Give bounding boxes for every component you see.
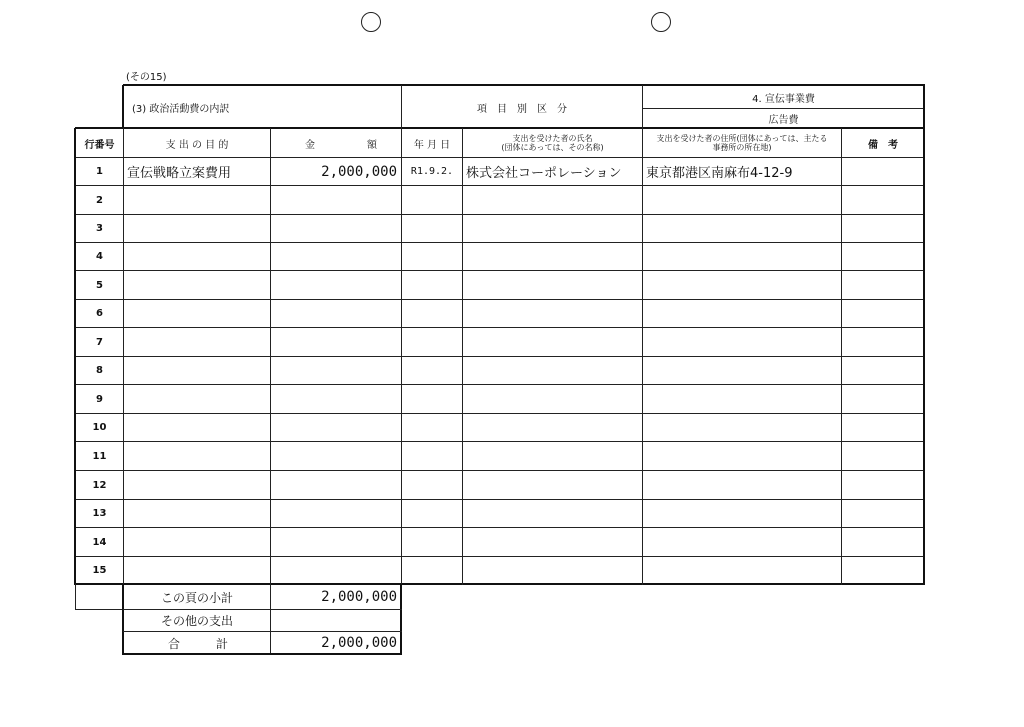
row-number: 8 bbox=[96, 365, 103, 376]
address-cell: 東京都港区南麻布4-12-9 bbox=[646, 166, 793, 181]
category-label: 項 目 別 区 分 bbox=[477, 103, 567, 115]
address-cell bbox=[643, 215, 841, 242]
row-number: 11 bbox=[92, 450, 107, 462]
purpose-cell bbox=[124, 186, 270, 214]
row-number: 15 bbox=[92, 565, 107, 576]
address-cell bbox=[643, 243, 841, 270]
grand-total-label-a: 合 bbox=[168, 636, 181, 651]
amount-cell bbox=[271, 271, 401, 299]
purpose-cell bbox=[124, 414, 270, 441]
purpose-cell bbox=[124, 500, 270, 527]
date-cell bbox=[402, 357, 462, 384]
address-cell bbox=[643, 414, 841, 441]
purpose-cell bbox=[124, 528, 270, 556]
punch-hole-left bbox=[361, 12, 381, 32]
page-subtotal-label: この頁の小計 bbox=[160, 590, 233, 605]
row-number: 1 bbox=[96, 166, 103, 177]
column-line bbox=[923, 128, 925, 585]
address-cell bbox=[643, 500, 841, 527]
recipient-cell bbox=[463, 243, 642, 270]
remarks-cell bbox=[842, 328, 924, 356]
amount-cell bbox=[271, 357, 401, 384]
amount-cell bbox=[271, 557, 401, 584]
date-cell bbox=[402, 243, 462, 270]
row-number: 14 bbox=[92, 536, 107, 548]
amount-cell bbox=[271, 186, 401, 214]
remarks-cell bbox=[842, 357, 924, 384]
row-number: 3 bbox=[96, 223, 103, 234]
col-header-address bbox=[643, 129, 841, 157]
totals-left-blank-bottom bbox=[75, 609, 124, 610]
recipient-cell bbox=[463, 500, 642, 527]
row-number: 10 bbox=[92, 422, 107, 433]
column-line bbox=[401, 128, 402, 585]
recipient-cell bbox=[463, 471, 642, 499]
row-number: 9 bbox=[96, 393, 103, 405]
recipient-cell: 株式会社コーポレーション bbox=[466, 166, 622, 181]
col-header-recipient-line1: 支出を受けた者の氏名 bbox=[512, 133, 593, 143]
purpose-cell bbox=[124, 243, 270, 270]
amount-cell bbox=[271, 300, 401, 327]
category-value: 4. 宣伝事業費 bbox=[752, 93, 815, 105]
remarks-cell bbox=[842, 215, 924, 242]
address-cell bbox=[643, 442, 841, 470]
col-header-row-no: 行番号 bbox=[84, 139, 115, 151]
purpose-cell bbox=[124, 442, 270, 470]
remarks-cell bbox=[842, 500, 924, 527]
amount-cell bbox=[271, 442, 401, 470]
date-cell bbox=[402, 414, 462, 441]
amount-cell bbox=[271, 385, 401, 413]
grand-total-label bbox=[124, 632, 270, 654]
date-cell bbox=[402, 385, 462, 413]
col-header-recipient-line2: (団体にあっては、その名称) bbox=[501, 143, 604, 152]
column-line bbox=[841, 128, 842, 585]
purpose-cell bbox=[124, 328, 270, 356]
recipient-cell bbox=[463, 414, 642, 441]
punch-hole-right bbox=[651, 12, 671, 32]
row-number: 5 bbox=[96, 279, 103, 291]
row-number: 13 bbox=[92, 508, 107, 519]
purpose-cell bbox=[124, 385, 270, 413]
amount-cell bbox=[271, 414, 401, 441]
column-line bbox=[270, 128, 271, 585]
address-cell bbox=[643, 300, 841, 327]
amount-cell bbox=[271, 243, 401, 270]
grand-total-label-b: 計 bbox=[215, 636, 228, 651]
totals-left-blank-border bbox=[75, 584, 76, 610]
col-header-purpose: 支 出 の 目 的 bbox=[165, 139, 229, 151]
date-cell bbox=[402, 328, 462, 356]
col-header-amount-a: 金 bbox=[305, 139, 315, 151]
remarks-cell bbox=[842, 271, 924, 299]
other-expenses-label: その他の支出 bbox=[160, 614, 233, 628]
date-cell bbox=[402, 557, 462, 584]
remarks-cell bbox=[842, 414, 924, 441]
address-cell bbox=[643, 328, 841, 356]
col-header-amount-b: 額 bbox=[367, 139, 377, 151]
column-line bbox=[74, 128, 76, 585]
recipient-cell bbox=[463, 357, 642, 384]
purpose-cell bbox=[124, 557, 270, 584]
date-cell bbox=[402, 271, 462, 299]
recipient-cell bbox=[463, 271, 642, 299]
column-line bbox=[462, 128, 463, 585]
date-cell bbox=[402, 215, 462, 242]
date-cell bbox=[402, 500, 462, 527]
row-number: 6 bbox=[96, 308, 103, 319]
purpose-cell bbox=[124, 271, 270, 299]
remarks-cell bbox=[842, 300, 924, 327]
other-expenses-value bbox=[271, 610, 401, 631]
date-cell bbox=[402, 471, 462, 499]
col-header-amount bbox=[271, 129, 401, 157]
row-number: 4 bbox=[96, 251, 103, 262]
col-header-recipient bbox=[463, 129, 642, 157]
date-cell: R1.9.2. bbox=[410, 166, 454, 177]
recipient-cell bbox=[463, 300, 642, 327]
column-line bbox=[123, 128, 124, 585]
row-number: 7 bbox=[96, 336, 103, 348]
col-header-date: 年 月 日 bbox=[413, 139, 451, 151]
grand-total-value: 2,000,000 bbox=[321, 635, 397, 651]
col-header-remarks: 備 考 bbox=[868, 139, 898, 151]
remarks-cell bbox=[842, 442, 924, 470]
address-cell bbox=[643, 557, 841, 584]
recipient-cell bbox=[463, 328, 642, 356]
recipient-cell bbox=[463, 186, 642, 214]
remarks-cell bbox=[842, 186, 924, 214]
date-cell bbox=[402, 442, 462, 470]
amount-cell bbox=[271, 328, 401, 356]
col-header-address-line1: 支出を受けた者の住所(団体にあっては、主たる bbox=[656, 133, 828, 143]
date-cell bbox=[402, 300, 462, 327]
address-cell bbox=[643, 385, 841, 413]
col-header-address-line2: 事務所の所在地) bbox=[712, 143, 772, 152]
date-cell bbox=[402, 528, 462, 556]
purpose-cell bbox=[124, 215, 270, 242]
column-line bbox=[642, 128, 643, 585]
subcategory-value: 広告費 bbox=[768, 115, 799, 126]
purpose-cell: 宣伝戦略立案費用 bbox=[127, 166, 232, 181]
recipient-cell bbox=[463, 442, 642, 470]
recipient-cell bbox=[463, 385, 642, 413]
amount-cell bbox=[271, 528, 401, 556]
address-cell bbox=[643, 271, 841, 299]
page-subtotal-value: 2,000,000 bbox=[321, 589, 397, 605]
remarks-cell bbox=[842, 385, 924, 413]
amount-cell bbox=[271, 215, 401, 242]
amount-cell bbox=[271, 500, 401, 527]
recipient-cell bbox=[463, 557, 642, 584]
row-number: 2 bbox=[96, 194, 103, 206]
purpose-cell bbox=[124, 300, 270, 327]
remarks-cell bbox=[842, 471, 924, 499]
address-cell bbox=[643, 357, 841, 384]
section-title: (3) 政治活動費の内訳 bbox=[132, 103, 230, 115]
remarks-cell bbox=[842, 557, 924, 584]
remarks-cell bbox=[842, 528, 924, 556]
address-cell bbox=[643, 186, 841, 214]
address-cell bbox=[643, 528, 841, 556]
remarks-cell bbox=[842, 158, 924, 185]
remarks-cell bbox=[842, 243, 924, 270]
recipient-cell bbox=[463, 528, 642, 556]
amount-cell: 2,000,000 bbox=[321, 163, 397, 180]
address-cell bbox=[643, 471, 841, 499]
date-cell bbox=[402, 186, 462, 214]
recipient-cell bbox=[463, 215, 642, 242]
purpose-cell bbox=[124, 471, 270, 499]
amount-cell bbox=[271, 471, 401, 499]
page-number: (その15) bbox=[126, 72, 167, 83]
purpose-cell bbox=[124, 357, 270, 384]
row-number: 12 bbox=[92, 479, 107, 491]
